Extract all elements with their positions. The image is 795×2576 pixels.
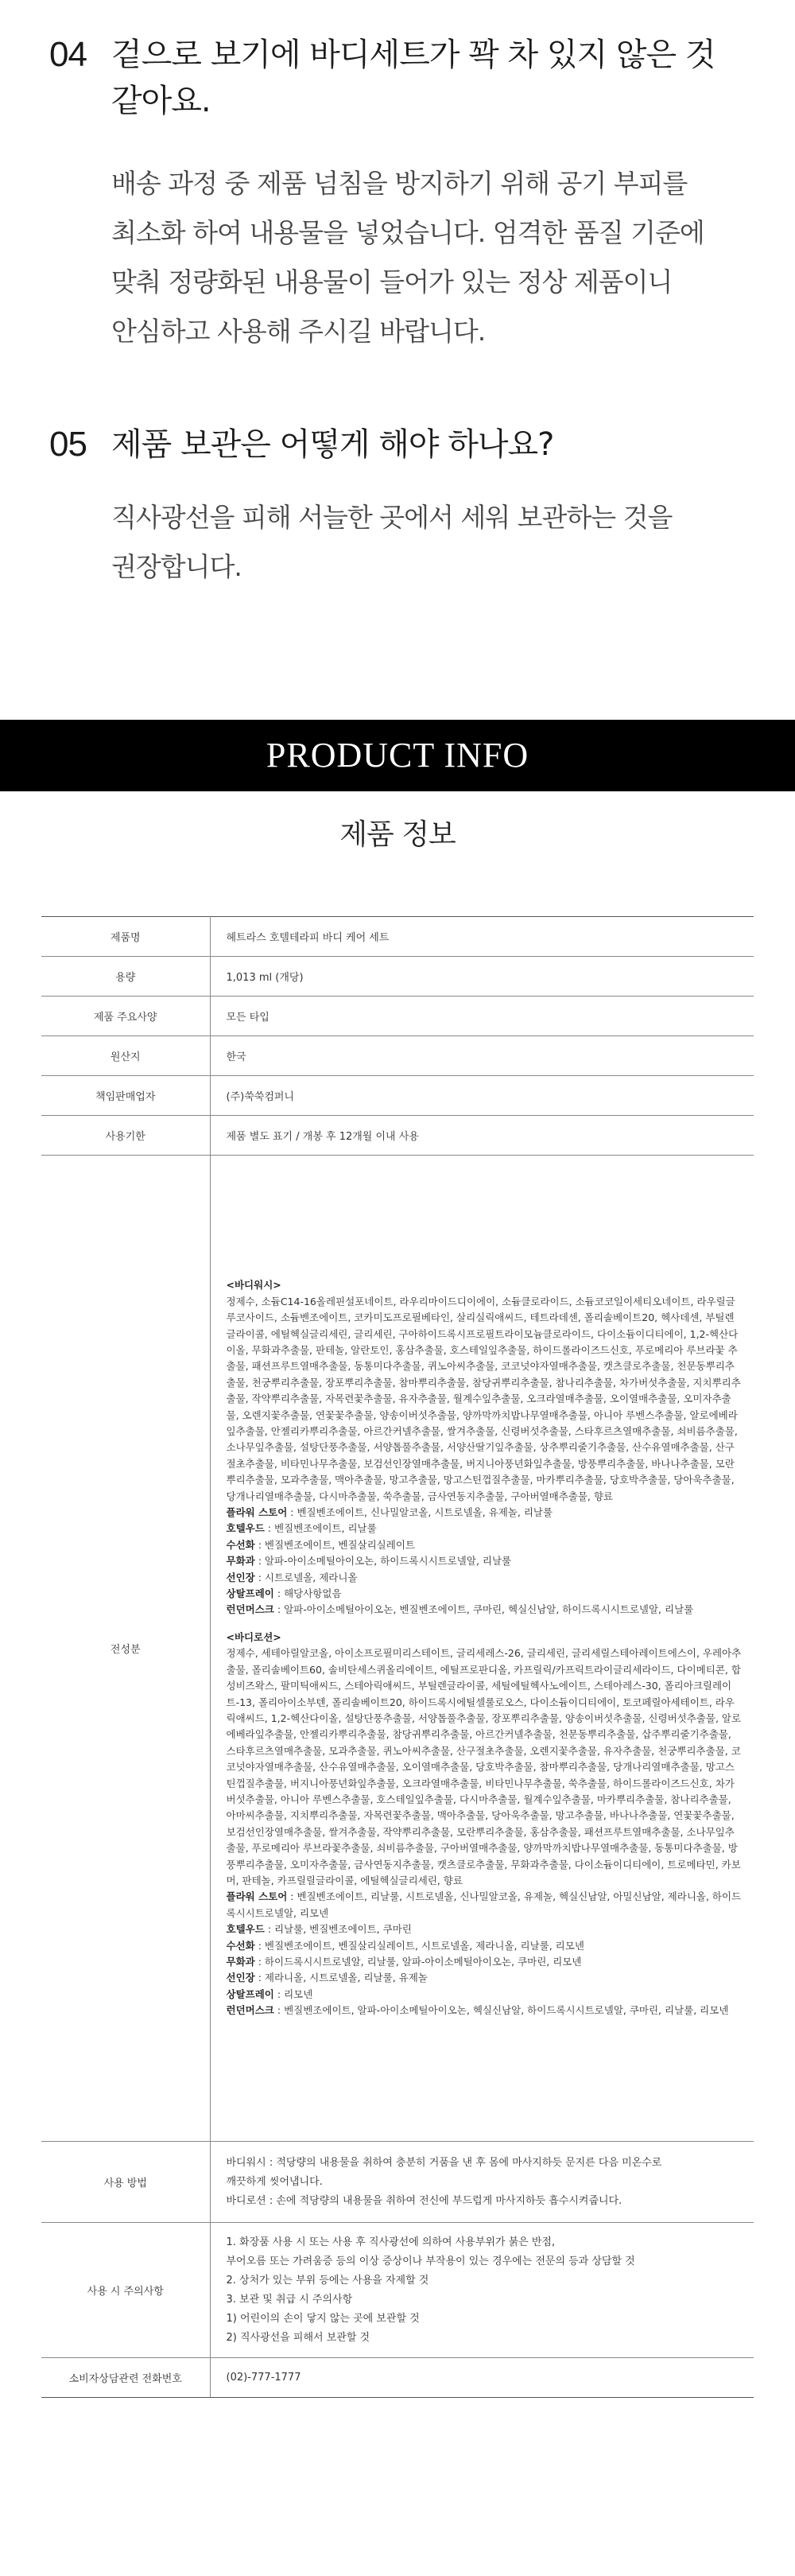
scent-name: 상탈프레이 [226, 1587, 274, 1600]
scent-ingredients: 시트로넬올, 제라니올 [264, 1571, 358, 1583]
table-value: (02)-777-1777 [210, 2358, 754, 2398]
table-value: 제품 별도 표기 / 개봉 후 12개월 이내 사용 [210, 1116, 754, 1156]
caution-line: 2. 상처가 있는 부위 등에는 사용을 자제할 것 [226, 2274, 429, 2287]
table-value [210, 2223, 754, 2358]
scent-name: 무화과 [226, 1555, 255, 1568]
scent-ingredients: 리모넨 [284, 1987, 313, 2000]
faq-question-text [111, 422, 795, 468]
faq-answer-line: 배송 과정 중 제품 넘침을 방지하기 위해 공기 부피를 [111, 168, 688, 199]
product-info-banner: PRODUCT INFO [0, 720, 795, 791]
caution-line: 2) 직사광선을 피해서 보관할 것 [226, 2331, 370, 2344]
faq-answer-line: 최소화 하여 내용물을 넣었습니다. 엄격한 품질 기준에 [111, 217, 704, 248]
scent-row: 상탈프레이 : 리모넨 [226, 1987, 313, 2000]
scent-ingredients: 제라니올, 시트로넬올, 리날룰, 유제놀 [264, 1972, 428, 1984]
table-row-usage [41, 2142, 754, 2223]
table-label: 사용기한 [41, 1116, 210, 1156]
caution-line: 1. 화장품 사용 시 또는 사용 후 직사광선에 의하여 사용부위가 붉은 반점, [226, 2236, 556, 2248]
scent-ingredients: 벤질벤조에이트, 리날룰, 시트로넬올, 신나밀알코올, 유제놀, 헥실신남알, 아밀신남알, 제라니올, 하이드록시시트로넬알, 리모넨 [226, 1890, 742, 1919]
table-row-origin [41, 1036, 754, 1076]
usage-line: 바디워시 : 적당량의 내용물을 취하여 충분히 거품을 낸 후 몸에 마사지하듯 문지른 다음 미온수로 [226, 2156, 662, 2169]
table-label: 제품명 [41, 917, 210, 957]
faq-answer-line: 직사광선을 피해 서늘한 곳에서 세워 보관하는 것을 [111, 502, 673, 533]
faq-number: 05 [49, 425, 87, 464]
scent-name: 플라워 스토어 [226, 1506, 288, 1519]
usage-line: 바디로션 : 손에 적당량의 내용물을 취하여 전신에 부드럽게 마사지하듯 흡수시켜줍니다. [226, 2194, 622, 2207]
scent-ingredients: 해당사항없음 [284, 1587, 342, 1600]
scent-ingredients: 리날룰, 벤질벤조에이트, 쿠마린 [273, 1923, 412, 1936]
table-row-spec [41, 997, 754, 1036]
faq-question-line: 같아요. [111, 83, 211, 119]
scent-row: 상탈프레이 : 해당사항없음 [226, 1587, 342, 1600]
faq-answer [111, 493, 747, 592]
table-label: 제품 주요사양 [41, 997, 210, 1036]
scent-row: 선인장 : 제라니올, 시트로넬올, 리날룰, 유제놀 [226, 1972, 428, 1984]
scent-ingredients: 알파-아이소메틸아이오논, 하이드록시시트로넬알, 리날룰 [264, 1555, 512, 1568]
table-row-caution [41, 2223, 754, 2358]
scent-row: 수선화 : 벤질벤조에이트, 벤질살리실레이트, 시트로넬올, 제라니올, 리날룰, 리모넨 [226, 1939, 584, 1952]
faq-question-line: 제품 보관은 어떻게 해야 하나요? [111, 426, 554, 463]
faq-question [49, 422, 554, 468]
table-label: 전성분 [41, 1156, 210, 2142]
caution-line: 1) 어린이의 손이 닿지 않는 곳에 보관할 것 [226, 2312, 420, 2325]
product-info-subtitle: 제품 정보 [339, 818, 456, 851]
table-row-seller [41, 1076, 754, 1116]
product-info-table [41, 916, 754, 2398]
caution-line: 부어오름 또는 가려움증 등의 이상 증상이나 부작용이 있는 경우에는 전문의 등과 상담할 것 [226, 2255, 635, 2267]
scent-row: 플라워 스토어 : 벤질벤조에이트, 리날룰, 시트로넬올, 신나밀알코올, 유제놀, 헥실신남알, 아밀신남알, 제라니올, 하이드록시시트로넬알, 리모넨 [226, 1890, 742, 1919]
scent-row: 선인장 : 시트로넬올, 제라니올 [226, 1571, 358, 1583]
faq-answer-line: 안심하고 사용해 주시길 바랍니다. [111, 316, 486, 347]
scent-ingredients: 벤질벤조에이트, 벤질살리실레이트 [264, 1538, 415, 1551]
scent-row: 런던머스크 : 벤질벤조에이트, 알파-아이소메틸아이오논, 헥실신남알, 하이드록시시트로넬알, 쿠마린, 리날룰, 리모넨 [226, 2004, 729, 2017]
table-value [210, 1156, 754, 2142]
table-value: 헤트라스 호텔테라피 바디 케어 세트 [210, 917, 754, 957]
scent-row: 무화과 : 알파-아이소메틸아이오논, 하이드록시시트로넬알, 리날룰 [226, 1555, 512, 1568]
scent-name: 상탈프레이 [226, 1987, 274, 2000]
scent-ingredients: 하이드록시시트로넬알, 리날룰, 알파-아이소메틸아이오논, 쿠마린, 리모넨 [264, 1956, 582, 1968]
scent-row: 런던머스크 : 알파-아이소메틸아이오논, 벤질벤조에이트, 쿠마린, 헥실신남알, 하이드록시시트로넬알, 리날룰 [226, 1603, 694, 1616]
scent-row: 플라워 스토어 : 벤질벤조에이트, 신나밀알코올, 시트로넬올, 유제놀, 리날룰 [226, 1506, 553, 1519]
scent-name: 선인장 [226, 1571, 255, 1583]
table-row-expiry [41, 1116, 754, 1156]
caution-text [227, 2224, 754, 2357]
faq-question-text [111, 32, 795, 124]
usage-line: 깨끗하게 씻어냅니다. [226, 2175, 323, 2188]
table-value: (주)쑥쑥컴퍼니 [210, 1076, 754, 1116]
ingredients-list: 정제수, 세테아릴알코올, 아이소프로필미리스테이트, 글리세레스-26, 글리세린, 글리세릴스테아레이트에스이, 우레아추출물, 폴리솔베이트60, 솔비탄세스퀴올리에이트, 에틸프로판디올, 카프릴릭/카프릭트라이글리세라이드, 다이메티콘, 합성비즈왁스, 팔미틱애씨드, 스테아릭애씨드, 부틸렌글라이콜, 세틸에틸헥사노에이트, 스테아레스-30, 폴리아크릴레이트-13, 폴리아이소부텐, 폴리솔베이트20, 하이드록시에틸셀룰로오스, 다이소듐이디티에이, 토코페릴아세테이트, 라우릭애씨드, 1,2-헥산다이올, 설탕단풍추출물, 서양톱풀추출물, 장포뿌리추출물, 양송이버섯추출물, 신령버섯추출물, 알로에베라잎추출물, 안젤리카뿌리추출물, 참당귀뿌리추출물, 아르간커넬추출물, 천문동뿌리추출물, 삽주뿌리줄기추출물, 스타후르츠열매추출물, 모과추출물, 퀴노아씨추출물, 산구절초추출물, 오렌지꽃추출물, 유자추출물, 천궁뿌리추출물, 코코넛야자열매추출물, 산수유열매추출물, 오이열매추출물, 당호박추출물, 참마뿌리추출물, 당개나리열매추출물, 망고스틴껍질추출물, 버지니아풍년화잎추출물, 오크라열매추출물, 비타민나무추출물, 쑥추출물, 하이드롤라이즈드신호, 차가버섯추출물, 아니아 루벤스추출물, 호스테일잎추출물, 다시마추출물, 월계수잎추출물, 마카뿌리추출물, 참나리추출물, 아마씨추출물, 지치뿌리추출물, 자목련꽃추출물, 맥아추출물, 당아욱추출물, 망고추출물, 바나나추출물, 연꽃꽃추출물, 보검선인장열매추출물, 쌀겨추출물, 작약뿌리추출물, 모란뿌리추출물, 홍삼추출물, 패션프루트열매추출물, 소나무잎추출물, 푸로메리아 루브라꽃추출물, 쇠비름추출물, 구아버열매추출물, 양까막까치밥나무열매추출물, 동통미다추출물, 방풍뿌리추출물, 오미자추출물, 금사연동지추출물, 캣츠클로추출물, 무화과추출물, 다이소듐이디티에이, 트로메타민, 카보머, 판테놀, 카프릴릴글라이콜, 에틸헥실글리세린, 향료 [226, 1647, 742, 1886]
table-value: 1,013 ml (개당) [210, 957, 754, 997]
table-row-phone [41, 2358, 754, 2398]
table-value: 한국 [210, 1036, 754, 1076]
scent-ingredients: 벤질벤조에이트, 신나밀알코올, 시트로넬올, 유제놀, 리날룰 [297, 1506, 553, 1519]
scent-row: 호텔우드 : 리날룰, 벤질벤조에이트, 쿠마린 [226, 1923, 412, 1936]
scent-name: 런던머스크 [226, 2004, 274, 2017]
scent-name: 호텔우드 [226, 1522, 265, 1535]
table-label: 사용 방법 [41, 2142, 210, 2223]
table-value: 모든 타입 [210, 997, 754, 1036]
usage-text [227, 2144, 754, 2220]
table-label: 용량 [41, 957, 210, 997]
ingredients-heading: <바디로션> [226, 1630, 281, 1643]
scent-ingredients: 벤질벤조에이트, 리날룰 [273, 1522, 377, 1535]
faq-question [49, 32, 716, 119]
ingredients-list: 정제수, 소듐C14-16올레핀설포네이트, 라우리마이드디이에이, 소듐클로라이드, 소듐코코일이세티오네이트, 라우릴글루코사이드, 소듐벤조에이트, 코카미도프로필베타인, 살리실릭애씨드, 테트라데센, 폴리솔베이트20, 헥사데센, 부틸렌글라이콜, 에틸헥실글리세린, 글리세린, 구아하이드록시프로필트라이모늄클로라이드, 다이소듐이디티에이, 1,2-헥산다이올, 무화과추출물, 판테놀, 알란토인, 홍삼추출물, 호스테일잎추출물, 하이드롤라이즈드신호, 푸로메리아 루브라꽃 추출물, 패션프루트열매추출물, 동통미다추출물, 퀴노아씨추출물, 코코넛야자열매추출물, 캣츠클로추출물, 천문동뿌리추출물, 천궁뿌리추출물, 장포뿌리추출물, 참마뿌리추출물, 참당귀뿌리추출물, 참나리추출물, 차가버섯추출물, 지치뿌리추출물, 작약뿌리추출물, 자목련꽃추출물, 유자추출물, 월계수잎추출물, 오크라열매추출물, 오이열매추출물, 오미자추출물, 오렌지꽃추출물, 연꽃꽃추출물, 양송이버섯추출물, 양까막까치밥나무열매추출물, 아니아 루벤스추출물, 알로에베라잎추출물, 안젤리카뿌리추출물, 아르간커넬추출물, 쌀겨추출물, 신령버섯추출물, 스타후르츠열매추출물, 쇠비름추출물, 소나무잎추출물, 설탕단풍추출물, 서양톱풀추출물, 서양산딸기잎추출물, 상추뿌리줄기추출물, 산수유열매추출물, 산구절초추출물, 비타민나무추출물, 보검선인장열매추출물, 버지니아풍년화잎추출물, 방풍뿌리추출물, 바나나추출물, 모란뿌리추출물, 모과추출물, 맥아추출물, 망고추출물, 망고스틴껍질추출물, 마카뿌리추출물, 당호박추출물, 당아욱추출물, 당개나리열매추출물, 다시마추출물, 쑥추출물, 금사연동지추출물, 구아버열매추출물, 향료 [226, 1295, 741, 1502]
table-row-product-name [41, 917, 754, 957]
scent-ingredients: 벤질벤조에이트, 알파-아이소메틸아이오논, 헥실신남알, 하이드록시시트로넬알, 쿠마린, 리날룰, 리모넨 [284, 2004, 729, 2017]
table-label: 책임판매업자 [41, 1076, 210, 1116]
scent-row: 호텔우드 : 벤질벤조에이트, 리날룰 [226, 1522, 377, 1535]
scent-name: 호텔우드 [226, 1923, 265, 1936]
scent-name: 무화과 [226, 1956, 255, 1968]
faq-question-line: 겉으로 보기에 바디세트가 꽉 차 있지 않은 것 [111, 37, 716, 73]
table-row-volume [41, 957, 754, 997]
scent-row: 무화과 : 하이드록시시트로넬알, 리날룰, 알파-아이소메틸아이오논, 쿠마린, 리모넨 [226, 1956, 582, 1968]
faq-number: 04 [49, 35, 87, 74]
scent-name: 선인장 [226, 1972, 255, 1984]
scent-name: 런던머스크 [226, 1603, 274, 1616]
faq-answer [111, 159, 747, 356]
table-label: 원산지 [41, 1036, 210, 1076]
ingredients-block [227, 1265, 754, 2031]
scent-ingredients: 알파-아이소메틸아이오논, 벤질벤조에이트, 쿠마린, 헥실신남알, 하이드록시시트로넬알, 리날룰 [284, 1603, 694, 1616]
faq-answer-line: 권장합니다. [111, 551, 242, 582]
scent-name: 플라워 스토어 [226, 1890, 288, 1903]
scent-row: 수선화 : 벤질벤조에이트, 벤질살리실레이트 [226, 1538, 415, 1551]
table-label: 사용 시 주의사항 [41, 2223, 210, 2358]
scent-name: 수선화 [226, 1538, 255, 1551]
faq-answer-line: 맞춰 정량화된 내용물이 들어가 있는 정상 제품이니 [111, 266, 673, 297]
scent-name: 수선화 [226, 1939, 255, 1952]
table-label: 소비자상담관련 전화번호 [41, 2358, 210, 2398]
ingredients-heading: <바디워시> [226, 1279, 281, 1292]
table-row-ingredients [41, 1156, 754, 2142]
scent-ingredients: 벤질벤조에이트, 벤질살리실레이트, 시트로넬올, 제라니올, 리날룰, 리모넨 [264, 1939, 584, 1952]
caution-line: 3. 보관 및 취급 시 주의사항 [226, 2293, 353, 2306]
table-value [210, 2142, 754, 2223]
